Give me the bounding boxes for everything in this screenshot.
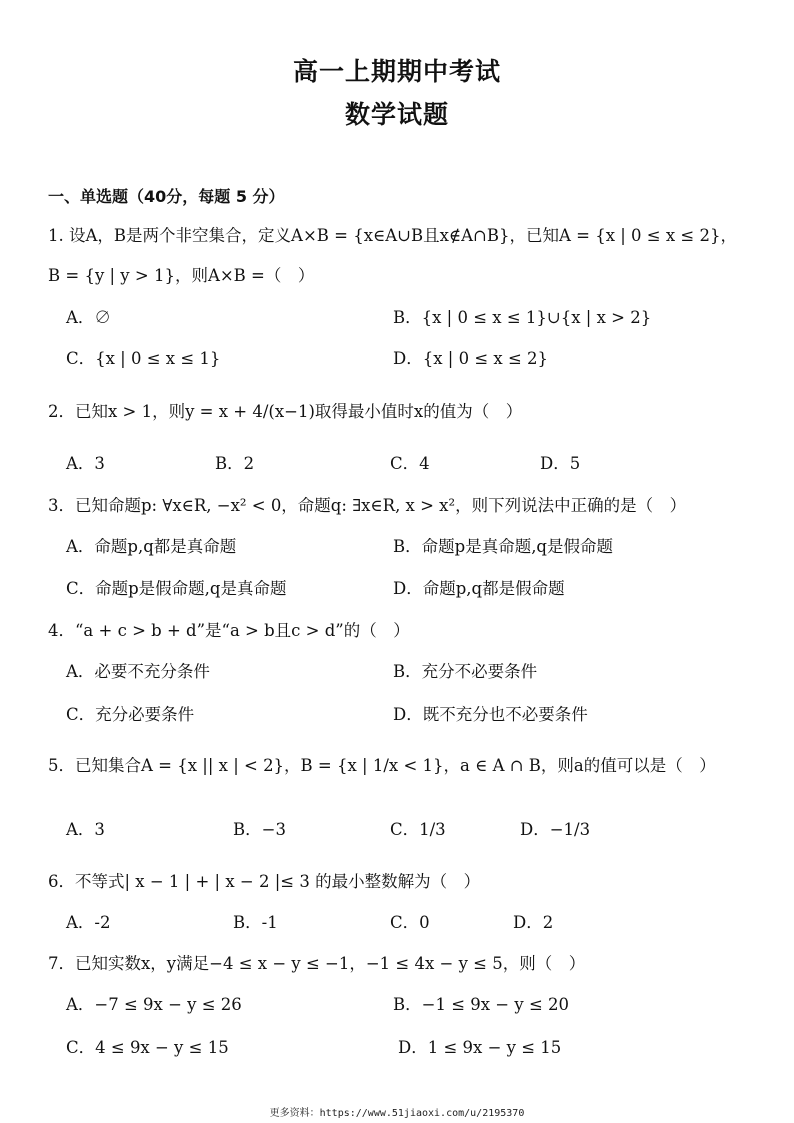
question-7-option-b: B．−1 ≤ 9x − y ≤ 20 xyxy=(393,995,570,1014)
question-3-option-b: B．命题p是真命题,q是假命题 xyxy=(393,537,613,556)
section-heading: 一、单选题（40分，每题 5 分） xyxy=(48,187,285,206)
question-1-option-c: C．{x | 0 ≤ x ≤ 1} xyxy=(66,349,221,368)
page-subtitle: 数学试题 xyxy=(344,100,449,129)
question-6-option-b: B．-1 xyxy=(233,913,278,932)
question-7-stem: 7．已知实数x，y满足−4 ≤ x − y ≤ −1，−1 ≤ 4x − y ≤ 5，则（ ） xyxy=(48,954,586,973)
question-2-option-a: A．3 xyxy=(66,454,105,473)
question-4-stem: 4．“a + c > b + d”是“a > b且c > d”的（ ） xyxy=(48,621,410,640)
question-4-option-b: B．充分不必要条件 xyxy=(393,662,538,681)
question-1-option-d: D．{x | 0 ≤ x ≤ 2} xyxy=(393,349,549,368)
question-2-option-b: B．2 xyxy=(215,454,255,473)
question-5-option-c: C．1/3 xyxy=(390,820,446,839)
question-3-option-d: D．命题p,q都是假命题 xyxy=(393,579,565,598)
question-4-option-c: C．充分必要条件 xyxy=(66,705,195,724)
question-1-stem: 1. 设A，B是两个非空集合，定义A×B = {x∈A∪B且x∉A∩B}，已知A = {x | 0 ≤ x ≤ 2}， xyxy=(48,226,737,245)
question-2-option-d: D．5 xyxy=(540,454,581,473)
question-6-stem: 6．不等式| x − 1 | + | x − 2 |≤ 3 的最小整数解为（ ） xyxy=(48,872,481,891)
question-4-option-a: A．必要不充分条件 xyxy=(66,662,210,681)
question-5-option-d: D．−1/3 xyxy=(520,820,591,839)
question-6-option-c: C．0 xyxy=(390,913,430,932)
footer-source-link[interactable]: 更多资料：https://www.51jiaoxi.com/u/2195370 xyxy=(269,1108,525,1119)
question-5-option-b: B．−3 xyxy=(233,820,286,839)
question-3-option-c: C．命题p是假命题,q是真命题 xyxy=(66,579,287,598)
question-6-option-a: A．-2 xyxy=(66,913,111,932)
question-3-option-a: A．命题p,q都是真命题 xyxy=(66,537,237,556)
question-1-stem-cont: B = {y | y > 1}，则A×B =（ ） xyxy=(48,266,315,285)
question-2-stem: 2．已知x > 1，则y = x + 4/(x−1)取得最小值时x的值为（ ） xyxy=(48,402,523,421)
question-4-option-d: D．既不充分也不必要条件 xyxy=(393,705,588,724)
question-1-option-b: B．{x | 0 ≤ x ≤ 1}∪{x | x > 2} xyxy=(393,308,652,327)
question-5-stem: 5．已知集合A = {x || x | < 2}，B = {x | 1/x < 1}，a ∈ A ∩ B，则a的值可以是（ ） xyxy=(48,756,716,775)
question-6-option-d: D．2 xyxy=(513,913,554,932)
page-title: 高一上期期中考试 xyxy=(292,57,501,86)
question-7-option-a: A．−7 ≤ 9x − y ≤ 26 xyxy=(66,995,242,1014)
question-5-option-a: A．3 xyxy=(66,820,105,839)
question-7-option-c: C．4 ≤ 9x − y ≤ 15 xyxy=(66,1038,229,1057)
question-2-option-c: C．4 xyxy=(390,454,430,473)
question-1-option-a: A．∅ xyxy=(66,308,111,327)
question-3-stem: 3．已知命题p: ∀x∈R, −x² < 0，命题q: ∃x∈R, x > x²，则下列说法中正确的是（ ） xyxy=(48,496,687,515)
question-7-option-d: D．1 ≤ 9x − y ≤ 15 xyxy=(398,1038,562,1057)
